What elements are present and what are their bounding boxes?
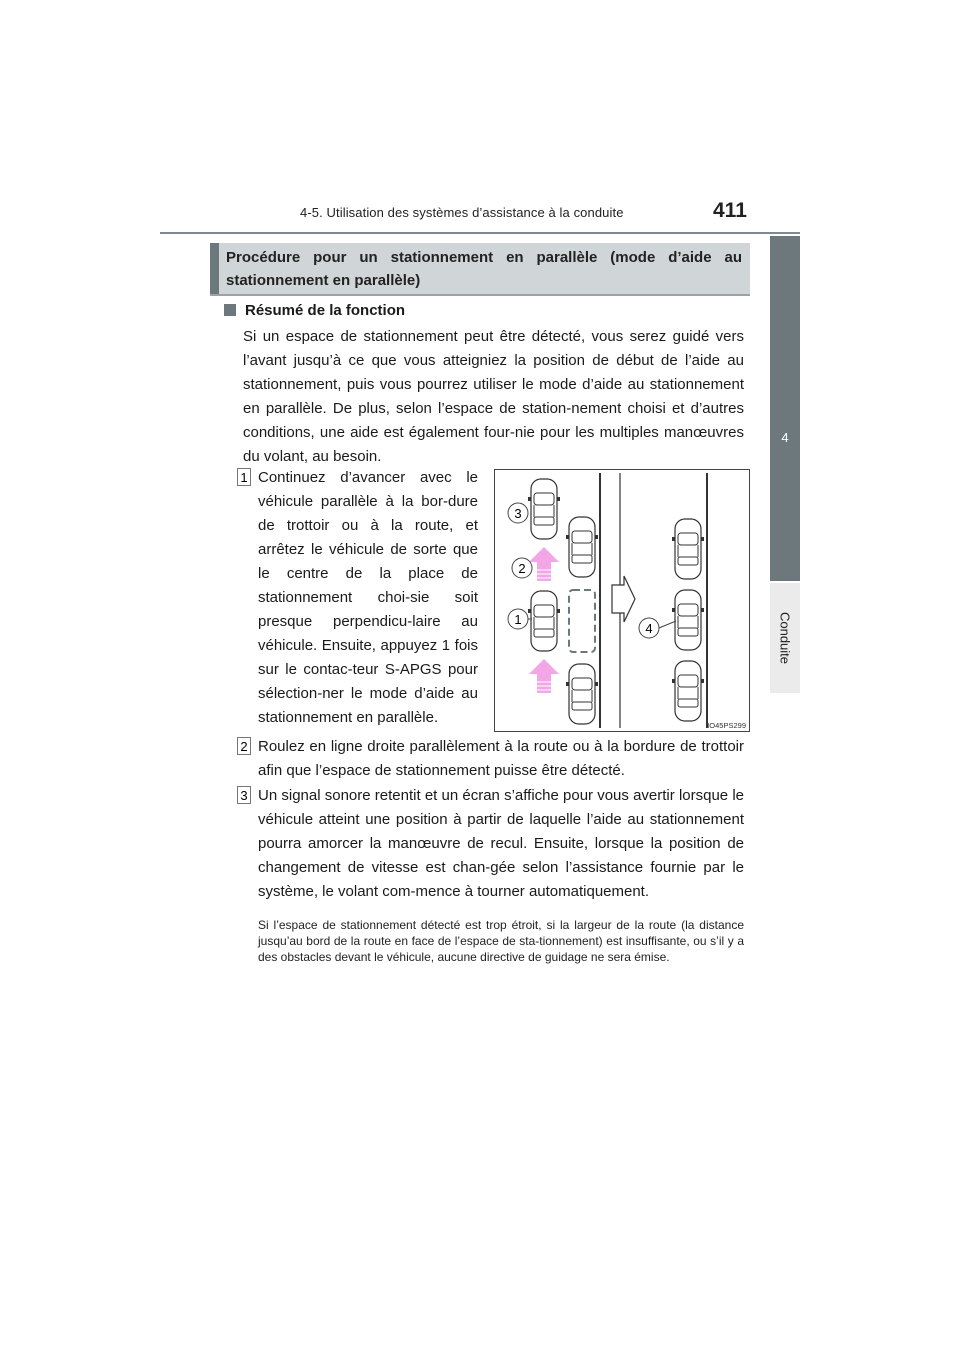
step-3-badge bbox=[237, 786, 251, 804]
step-1-number: 1 bbox=[240, 470, 248, 485]
car-position-1 bbox=[528, 591, 560, 651]
car-position-3 bbox=[528, 479, 560, 539]
chapter-tab-text: Conduite bbox=[777, 611, 793, 665]
section-title-accent bbox=[210, 243, 219, 295]
svg-text:4: 4 bbox=[645, 621, 653, 636]
subheading-text: Résumé de la fonction bbox=[245, 302, 406, 319]
header-divider bbox=[160, 232, 800, 234]
svg-text:3: 3 bbox=[514, 506, 522, 521]
step-1-badge bbox=[237, 468, 251, 486]
parked-car bbox=[672, 661, 704, 721]
section-title: Procédure pour un stationnement en parallèle (mode d’aide au stationnement en parallèle) bbox=[226, 249, 742, 289]
parking-diagram bbox=[494, 469, 750, 732]
step-3-text: Un signal sonore retentit et un écran s’affiche pour vous avertir lorsque le véhicule atteint une position à partir de laquelle l’aide au stationnement pourra amorcer la manœuvre de recul. Ensuite, lorsque la position de changement de vitesse est chan-gée selon l’assistance fournie par le système, le volant com-mence à tourner automatiquement. bbox=[258, 787, 744, 900]
svg-text:1: 1 bbox=[514, 612, 522, 627]
svg-text:2: 2 bbox=[518, 561, 526, 576]
parked-car bbox=[566, 517, 598, 577]
figure-code: IO45PS299 bbox=[707, 721, 746, 730]
square-bullet-icon bbox=[224, 304, 236, 316]
section-header: 4-5. Utilisation des systèmes d’assistance à la conduite bbox=[300, 205, 624, 220]
section-title-underline bbox=[210, 294, 750, 296]
step-2-text: Roulez en ligne droite parallèlement à la route ou à la bordure de trottoir afin que l’espace de stationnement puisse être détecté. bbox=[258, 738, 744, 779]
page-number: 411 bbox=[713, 199, 747, 222]
callout-2 bbox=[512, 558, 532, 578]
step-1-text: Continuez d’avancer avec le véhicule parallèle à la bor-dure de trottoir ou à la route, et arrêtez le véhicule de sorte que le centre de la place de stationnement choi-sie soit presque perpendicu-laire au véhicule. Ensuite, appuyez 1 fois sur le contac-teur S-APGS pour sélection-ner le mode d’aide au stationnement en parallèle. bbox=[258, 469, 478, 726]
car-parked-position-4 bbox=[672, 590, 704, 650]
chapter-tab-number: 4 bbox=[781, 430, 789, 445]
parked-car bbox=[566, 664, 598, 724]
subheading bbox=[224, 302, 405, 319]
step-2-number: 2 bbox=[240, 739, 248, 754]
parked-car bbox=[672, 519, 704, 579]
chapter-tab-label bbox=[770, 583, 800, 693]
step-2-badge bbox=[237, 737, 251, 755]
chapter-tab bbox=[770, 236, 800, 581]
step-3-number: 3 bbox=[240, 788, 248, 803]
note-paragraph: Si l’espace de stationnement détecté est trop étroit, si la largeur de la route (la distance jusqu’au bord de la route en face de l’espace de sta-tionnement) est insuffisante, ou s’il y a des obstacles devant le véhicule, aucune directive de guidage ne sera émise. bbox=[258, 918, 744, 964]
callout-3 bbox=[508, 503, 528, 523]
intro-paragraph: Si un espace de stationnement peut être détecté, vous serez guidé vers l’avant jusqu’à ce que vous atteigniez la position de début de l’aide au stationnement, puis vous pourrez utiliser le mode d’aide au stationnement en parallèle. De plus, selon l’espace de station-nement choisi et d’autres conditions, une aide est également four-nie pour les multiples manœuvres du volant, au besoin. bbox=[243, 328, 744, 465]
